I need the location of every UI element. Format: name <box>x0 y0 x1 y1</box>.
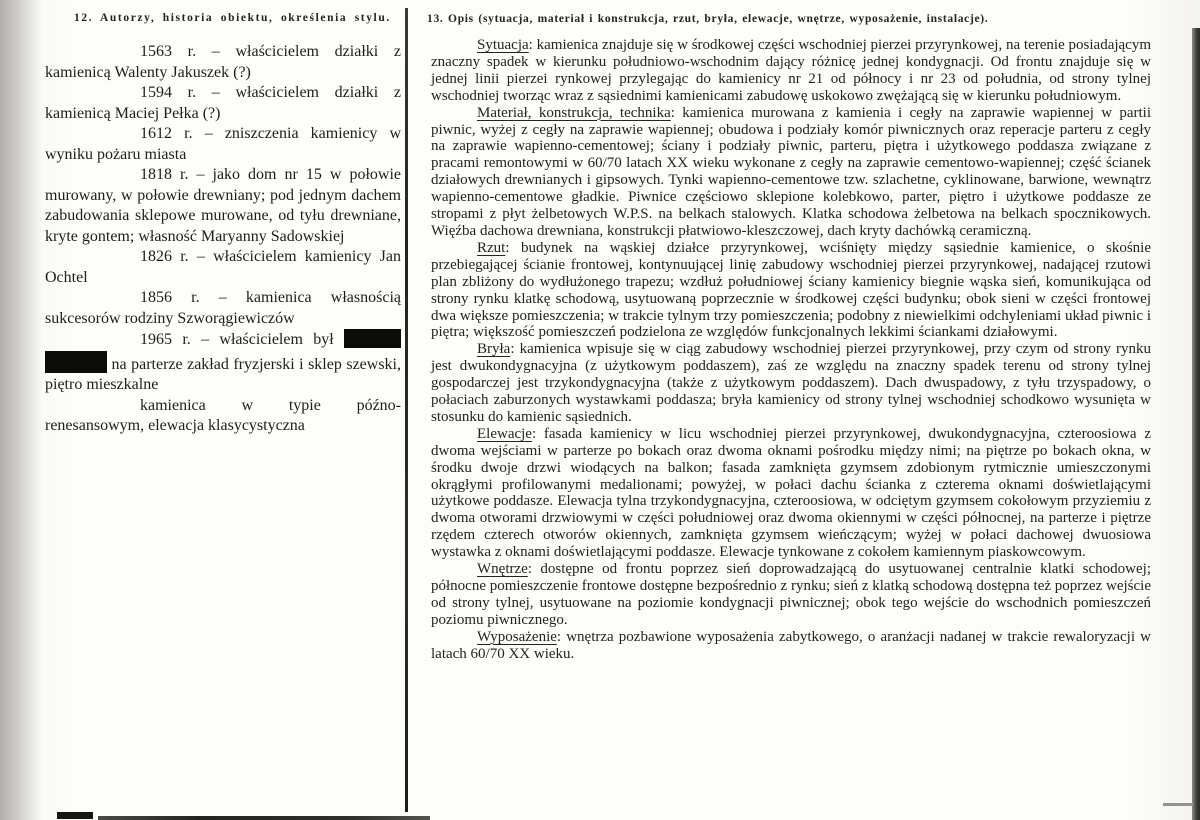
paragraph-body-wnetrze: : dostępne od frontu poprzez sień doprowadzającą do usytuowanej centralnie klatki schodowej; północne pomieszczenie frontowe dostępne bezpośrednio z rynku; sień z klatką schodową dostępna też poprzez wejście od strony tylnej, usytuowane na poziomie kondygnacji piwnicznej; obok tego wejście do wschodnich pomieszczeń poziomu piwnicznego. <box>431 561 1151 628</box>
history-entry-1612: 1612 r. – zniszczenia kamienicy w wyniku pożaru miasta <box>45 125 401 163</box>
history-entry-1818: 1818 r. – jako dom nr 15 w połowie murowany, w połowie drewniany; pod jednym dachem zabudowania sklepowe murowane, od tyłu drewniane, kryte gontem; własność Maryanny Sadowskiej <box>45 166 401 245</box>
paragraph-body-sytuacja: : kamienica znajduje się w środkowej części wschodniej pierzei przyrynkowej, na terenie posiadającym znaczny spadek w kierunku południowo-wschodnim dający różnicę jednej kondygnacji. Od frontu znajduje się w jednej linii pierzei rynkowej przylegając do kamienicy nr 21 od północy i nr 23 od południa, od strony tylnej wschodniej tworząc wraz z sąsiednimi kamienicami zabudowę uskokowo zwężającą się w kierunku południowym. <box>431 37 1151 104</box>
history-column <box>45 42 401 437</box>
scan-smudge-bottom-left <box>57 812 93 819</box>
description-paragraph-bryla <box>431 341 1151 426</box>
scan-edge-right-shadow <box>1192 28 1200 820</box>
description-paragraph-wnetrze <box>431 561 1151 629</box>
description-paragraph-rzut <box>431 240 1151 341</box>
history-entry-1965-text-after-redaction: na parterze zakład fryzjerski i sklep szewski, piętro mieszkalne <box>45 355 401 393</box>
paragraph-body-rzut: : budynek na wąskiej działce przyrynkowej, wciśnięty między sąsiednie kamienice, o skośnie przebiegającej ścianie frontowej, kontynuującej linię zabudowy wschodniej pierzei przyrynkowej, nadającej rzutowi plan zbliżony do wydłużonego trapezu; wzdłuż południowej ściany kamienicy biegnie wąska sień, komunikująca od strony rynku klatkę schodową, usytuowaną poprzecznie w środkowej części budynku; obok sieni w części frontowej dwa większe pomieszczenia; w trakcie tylnym trzy pomieszczenia; podobny z niewielkimi odchyleniami układ piwnic i piętra; większość pomieszczeń podzielona ze względów funkcjonalnych lekkimi ściankami działowymi. <box>431 239 1151 341</box>
paragraph-lead-bryla: Bryła <box>477 341 511 358</box>
description-paragraph-elewacje <box>431 426 1151 561</box>
description-paragraph-wyposazenie <box>431 629 1151 663</box>
paragraph-body-elewacje: : fasada kamienicy w licu wschodniej pierzei przyrynkowej, dwukondygnacyjna, czteroosiowa z dwoma wejściami w parterze po bokach oraz dwoma oknami pośrodku między nimi; na piętrze po bokach okna, w środku dwoje drzwi wiodących na balkon; fasada zamknięta gzymsem zdobionym rytmicznie umieszczonymi okrągłymi profilowanymi medalionami; powyżej, w połaci dachu ścianka z czterema oknami doświetlającymi użytkowe poddasze. Elewacja tylna trzykondygnacyjna, czteroosiowa, w odciętym gzymsem cokołowym przyziemiu z dwoma otworami drzwiowymi w części południowej oraz dwoma okiennymi w części północnej, na parterze i piętrze rzędem czterech otworów okiennych, zamknięta gzymsem wieńczącym; wyżej w połaci dachowej dwuosiowa wystawka z oknami doświetlającymi poddasze. Elewacje tynkowane z cokołem kamiennym piaskowcowym. <box>431 425 1151 561</box>
description-paragraph-sytuacja <box>431 37 1151 105</box>
paragraph-body-wyposazenie: : wnętrza pozbawione wyposażenia zabytkowego, o aranżacji nadanej w trakcie rewaloryzacji w latach 60/70 XX wieku. <box>431 628 1151 662</box>
redaction-box <box>45 351 107 373</box>
history-entry-1965 <box>45 329 401 396</box>
paragraph-body-bryla: : kamienica wpisuje się w ciąg zabudowy wschodniej pierzei przyrynkowej, przy czym od strony rynku jest dwukondygnacyjna (z użytkowym poddaszem), zaś ze względu na znaczny spadek terenu od strony tylnej gospodarczej jest trzykondygnacyjna (także z użytkowym poddaszem). Dach dwuspadowy, z tyłu trzyspadowy, o połaciach zaburzonych wystawkami poddasza; bryła kamienicy od strony tylnej wschodniej schodkowo wysunięta w stosunku do kamienic sąsiednich. <box>431 341 1151 425</box>
scan-edge-left-shadow <box>0 0 42 820</box>
history-entry-style: kamienica w typie późno-renesansowym, elewacja klasycystyczna <box>45 396 401 434</box>
history-entry-1563: 1563 r. – właścicielem działki z kamienicą Walenty Jakuszek (?) <box>45 43 401 81</box>
description-paragraph-material <box>431 105 1151 240</box>
paragraph-lead-elewacje: Elewacje <box>477 425 532 442</box>
paragraph-lead-rzut: Rzut <box>477 239 506 256</box>
section-12-header: 12. Autorzy, historia obiektu, określenia stylu. <box>74 12 391 24</box>
history-entry-1826: 1826 r. – właścicielem kamienicy Jan Ochtel <box>45 248 401 286</box>
paragraph-body-material: : kamienica murowana z kamienia i cegły na zaprawie wapiennej w partii piwnic, wyżej z cegły na zaprawie wapiennej; obudowa i podziały komór piwnicznych oraz reperacje parteru z cegły na zaprawie wapienno-cementowej; ściany i podziały piwnic, parteru, piętra i użytkowego poddasza związane z pracami remontowymi w 60/70 latach XX wieku wykonane z cegły na zaprawie cementowo-wapiennej; część ścianek działowych drewnianych i gipsowych. Tynki wapienno-cementowe tzw. szlachetne, cyklinowane, barwione, wewnątrz wapienno-cementowe gładkie. Piwnice częściowo sklepione kolebkowo, parter, piętro i użytkowe poddasze ze stropami z płyt żelbetowych W.P.S. na belkach stalowych. Klatka schodowa żelbetowa na belkach spocznikowych. Więźba dachowa drewniana, konstrukcji płatwiowo-kleszczowej, dach kryty dachówką ceramiczną. <box>431 104 1151 239</box>
scan-dash-right <box>1163 803 1193 806</box>
paragraph-lead-wyposazenie: Wyposażenie <box>477 628 557 645</box>
history-entry-1856: 1856 r. – kamienica własnością sukcesorów rodziny Szworągiewiczów <box>45 289 401 327</box>
paragraph-lead-material: Materiał, konstrukcja, technika <box>477 104 671 121</box>
history-entry-1965-text-before-redaction: 1965 r. – właścicielem był <box>140 331 334 348</box>
description-column <box>431 37 1151 663</box>
column-divider-line <box>405 8 408 812</box>
history-entry-1594: 1594 r. – właścicielem działki z kamienicą Maciej Pełka (?) <box>45 84 401 122</box>
paragraph-lead-sytuacja: Sytuacja <box>477 37 529 53</box>
paragraph-lead-wnetrze: Wnętrze <box>477 561 528 578</box>
scan-band-bottom <box>98 816 430 820</box>
redaction-box <box>344 329 401 348</box>
section-13-header: 13. Opis (sytuacja, materiał i konstrukcja, rzut, bryła, elewacje, wnętrze, wyposażenie, instalacje). <box>427 13 989 25</box>
